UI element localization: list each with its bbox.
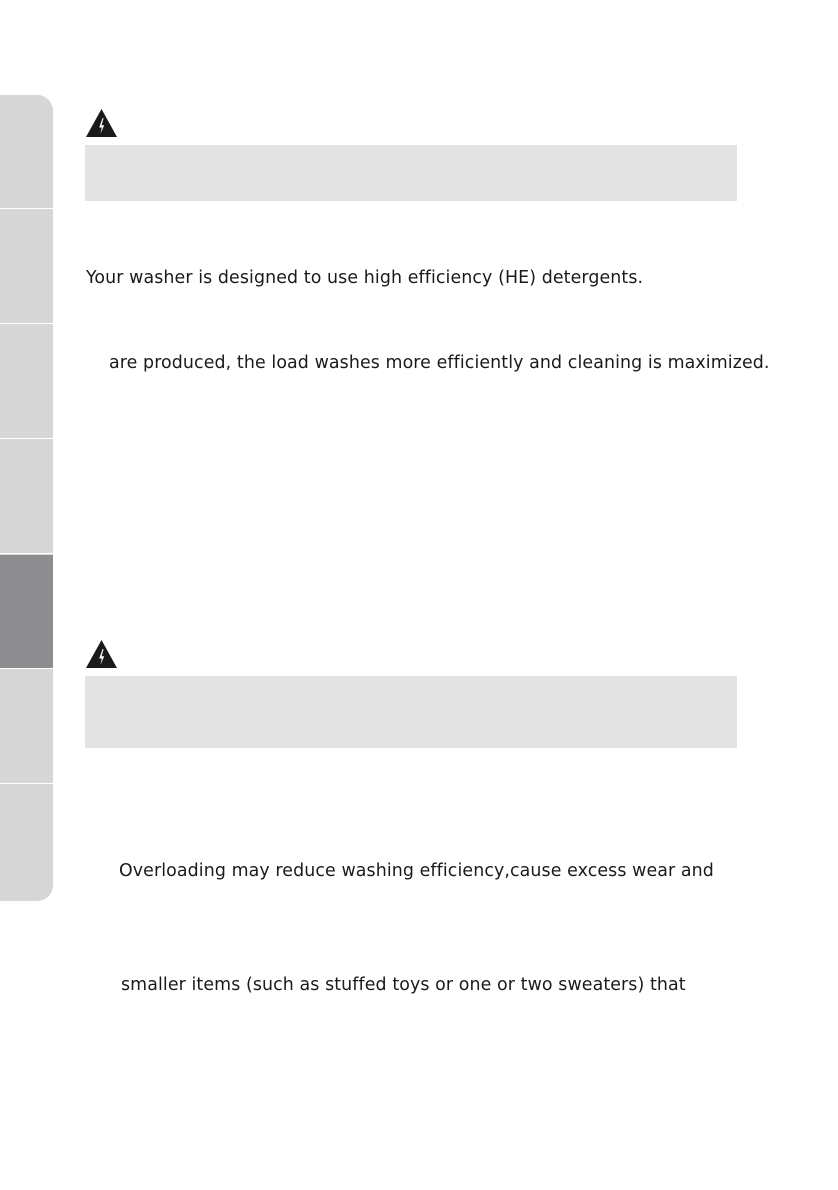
body-text-line: Your washer is designed to use high efficiency (HE) detergents. xyxy=(86,268,644,288)
section-tab-strip xyxy=(0,95,53,901)
warning-box-2 xyxy=(85,676,737,748)
section-tab-5-active[interactable] xyxy=(0,555,53,669)
body-text-line: smaller items (such as stuffed toys or one or two sweaters) that xyxy=(121,975,686,995)
section-tab-4[interactable] xyxy=(0,440,53,554)
section-tab-6[interactable] xyxy=(0,670,53,784)
section-tab-2[interactable] xyxy=(0,210,53,324)
section-tab-3[interactable] xyxy=(0,325,53,439)
electric-shock-warning-icon xyxy=(85,639,118,669)
section-tab-7[interactable] xyxy=(0,785,53,901)
body-text-line: Overloading may reduce washing efficiency,cause excess wear and xyxy=(119,861,714,881)
warning-box-1 xyxy=(85,145,737,201)
section-tab-1[interactable] xyxy=(0,95,53,209)
body-text-line: are produced, the load washes more efficiently and cleaning is maximized. xyxy=(109,353,770,373)
electric-shock-warning-icon xyxy=(85,108,118,138)
